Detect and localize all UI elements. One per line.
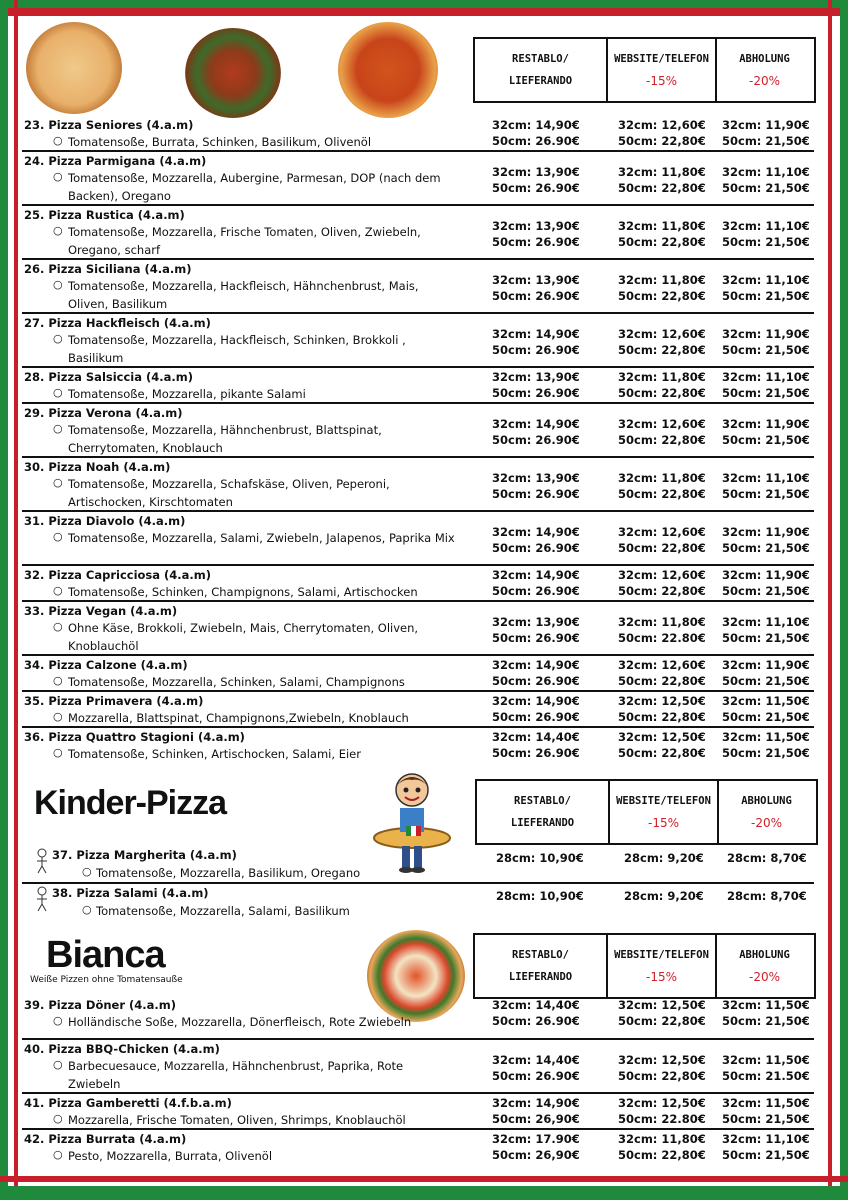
menu-item-name: 23. Pizza Seniores (4.a.m) <box>24 118 194 132</box>
pizza-photo-icon <box>26 22 122 114</box>
price-32cm: 32cm: 12,60€ <box>618 327 706 341</box>
header-col1-label: RESTABLO/ LIEFERANDO <box>510 795 575 829</box>
price-50cm: 50cm: 22,80€ <box>618 487 706 501</box>
price-website <box>618 1095 706 1127</box>
bullet-icon: ○ <box>53 476 63 489</box>
price-32cm: 32cm: 12,60€ <box>618 417 706 431</box>
price-50cm: 50cm: 22.80€ <box>618 631 706 645</box>
price-website <box>618 997 706 1029</box>
price-abholung <box>722 272 810 304</box>
price-50cm: 50cm: 26.90€ <box>492 1069 580 1083</box>
price-32cm: 32cm: 13,90€ <box>492 219 580 233</box>
price-32cm: 32cm: 12,50€ <box>618 1053 706 1067</box>
price-website <box>618 1052 706 1084</box>
bullet-icon: ○ <box>53 278 63 291</box>
header-abholung <box>719 781 814 843</box>
price-50cm: 50cm: 21,50€ <box>722 487 810 501</box>
menu-item-description: Mozzarella, Frische Tomaten, Oliven, Shrimps, Knoblauchöl <box>68 1113 406 1127</box>
price-50cm: 50cm: 22,80€ <box>618 343 706 357</box>
menu-item-description: Tomatensoße, Burrata, Schinken, Basilikum, Olivenöl <box>68 135 372 149</box>
header-abholung <box>717 39 812 101</box>
bullet-icon: ○ <box>53 1014 63 1027</box>
price-50cm: 50cm: 26.90€ <box>492 1014 580 1028</box>
price-32cm: 32cm: 14,90€ <box>492 1096 580 1110</box>
price-50cm: 50cm: 22,80€ <box>618 541 706 555</box>
menu-item-name: 36. Pizza Quattro Stagioni (4.a.m) <box>24 730 245 744</box>
price-restablo <box>492 1095 580 1127</box>
bullet-icon: ○ <box>53 710 63 723</box>
pizza-photo-icon <box>185 28 281 118</box>
header-discount-20: -20% <box>748 970 780 984</box>
menu-item-name: 42. Pizza Burrata (4.a.m) <box>24 1132 187 1146</box>
menu-item-description: Barbecuesauce, Mozzarella, Hähnchenbrust, Paprika, Rote Zwiebeln <box>68 1059 404 1091</box>
price-abholung <box>722 369 810 401</box>
price-32cm: 32cm: 14,90€ <box>492 417 580 431</box>
menu-item-name: 27. Pizza Hackfleisch (4.a.m) <box>24 316 211 330</box>
header-col2-label: WEBSITE/TELEFON <box>614 949 709 961</box>
price-32cm: 32cm: 11,90€ <box>722 327 810 341</box>
menu-item-name: 31. Pizza Diavolo (4.a.m) <box>24 514 186 528</box>
header-website <box>610 781 719 843</box>
price-50cm: 50cm: 26.90€ <box>492 181 580 195</box>
header-website <box>608 935 717 997</box>
child-figure-icon <box>34 886 50 912</box>
price-32cm: 32cm: 11,80€ <box>618 370 706 384</box>
price-website <box>618 729 706 761</box>
price-abholung <box>722 567 810 599</box>
pizza-photo-icon <box>338 22 438 118</box>
menu-item-row <box>20 206 814 260</box>
price-32cm: 32cm: 12,50€ <box>618 694 706 708</box>
price-50cm: 50cm: 21,50€ <box>722 134 810 148</box>
menu-item-name: 34. Pizza Calzone (4.a.m) <box>24 658 188 672</box>
price-50cm: 50cm: 21,50€ <box>722 710 810 724</box>
header-col1-label: RESTABLO/ LIEFERANDO <box>508 949 573 983</box>
menu-item-name: 33. Pizza Vegan (4.a.m) <box>24 604 178 618</box>
price-website <box>618 369 706 401</box>
menu-item-row <box>20 1040 814 1094</box>
bullet-icon: ○ <box>82 865 92 878</box>
kinder-price-header <box>475 779 818 845</box>
header-discount-20: -20% <box>748 74 780 88</box>
menu-item-name: 30. Pizza Noah (4.a.m) <box>24 460 171 474</box>
menu-item-description: Holländische Soße, Mozzarella, Dönerfleisch, Rote Zwiebeln <box>68 1015 412 1029</box>
price-50cm: 50cm: 26.90€ <box>492 746 580 760</box>
price-32cm: 32cm: 12,60€ <box>618 658 706 672</box>
bottom-red-bar <box>0 1176 848 1182</box>
price-50cm: 50cm: 22,80€ <box>618 181 706 195</box>
price-50cm: 50cm: 22,80€ <box>618 386 706 400</box>
price-50cm: 50cm: 21.50€ <box>722 1069 810 1083</box>
bullet-icon: ○ <box>53 422 63 435</box>
menu-item-name: 39. Pizza Döner (4.a.m) <box>24 998 176 1012</box>
bottom-green-bar <box>0 1186 848 1200</box>
price-restablo <box>492 326 580 358</box>
menu-item-description: Tomatensoße, Mozzarella, Hähnchenbrust, Blattspinat, Cherrytomaten, Knoblauch <box>68 423 382 455</box>
price-50cm: 50cm: 22,80€ <box>618 433 706 447</box>
price-website <box>618 164 706 196</box>
price-abholung: 28cm: 8,70€ <box>727 851 807 865</box>
menu-item-row <box>20 846 814 884</box>
menu-item-row <box>20 1094 814 1130</box>
menu-item-row <box>20 314 814 368</box>
price-32cm: 32cm: 11,80€ <box>618 219 706 233</box>
price-50cm: 50cm: 21,50€ <box>722 674 810 688</box>
bullet-icon: ○ <box>53 620 63 633</box>
menu-item-name: 29. Pizza Verona (4.a.m) <box>24 406 183 420</box>
price-50cm: 50cm: 22.80€ <box>618 1112 706 1126</box>
price-32cm: 32cm: 14,40€ <box>492 1053 580 1067</box>
price-abholung <box>722 524 810 556</box>
price-50cm: 50cm: 21,50€ <box>722 343 810 357</box>
menu-item-row <box>20 884 814 920</box>
price-abholung <box>722 614 810 646</box>
price-restablo <box>492 729 580 761</box>
price-50cm: 50cm: 21,50€ <box>722 1014 810 1028</box>
price-abholung <box>722 693 810 725</box>
price-restablo <box>492 470 580 502</box>
top-green-bar <box>0 0 848 8</box>
menu-item-description: Ohne Käse, Brokkoli, Zwiebeln, Mais, Cherrytomaten, Oliven, Knoblauchöl <box>68 621 419 653</box>
menu-item-row <box>20 1130 814 1170</box>
price-50cm: 50cm: 26.90€ <box>492 584 580 598</box>
menu-item-description: Tomatensoße, Mozzarella, Hackfleisch, Schinken, Brokkoli , Basilikum <box>68 333 406 365</box>
menu-item-description: Pesto, Mozzarella, Burrata, Olivenöl <box>68 1149 273 1163</box>
price-50cm: 50cm: 26.90€ <box>492 674 580 688</box>
bullet-icon: ○ <box>53 1058 63 1071</box>
menu-item-description: Tomatensoße, Schinken, Champignons, Salami, Artischocken <box>68 585 418 599</box>
price-50cm: 50cm: 26.90€ <box>492 487 580 501</box>
price-32cm: 32cm: 11,80€ <box>618 273 706 287</box>
menu-item-row <box>20 566 814 602</box>
price-restablo <box>492 272 580 304</box>
price-32cm: 32cm: 11,50€ <box>722 730 810 744</box>
price-32cm: 32cm: 12,50€ <box>618 730 706 744</box>
price-32cm: 32cm: 11,10€ <box>722 273 810 287</box>
menu-item-name: 24. Pizza Parmigana (4.a.m) <box>24 154 207 168</box>
menu-item-description: Tomatensoße, Mozzarella, Hackfleisch, Hähnchenbrust, Mais, Oliven, Basilikum <box>68 279 419 311</box>
price-32cm: 32cm: 14,90€ <box>492 118 580 132</box>
bullet-icon: ○ <box>82 903 92 916</box>
price-website <box>618 657 706 689</box>
bullet-icon: ○ <box>53 584 63 597</box>
price-50cm: 50cm: 26.90€ <box>492 710 580 724</box>
price-50cm: 50cm: 26.90€ <box>492 289 580 303</box>
price-abholung <box>722 1131 810 1163</box>
price-50cm: 50cm: 22,80€ <box>618 1069 706 1083</box>
right-red-border <box>828 0 832 1200</box>
bullet-icon: ○ <box>53 170 63 183</box>
menu-item-description: Tomatensoße, Mozzarella, Aubergine, Parmesan, DOP (nach dem Backen), Oregano <box>68 171 441 203</box>
bullet-icon: ○ <box>53 674 63 687</box>
price-restablo <box>492 693 580 725</box>
price-32cm: 32cm: 12,50€ <box>618 998 706 1012</box>
bianca-title: Bianca <box>46 934 165 976</box>
bullet-icon: ○ <box>53 386 63 399</box>
menu-item-row <box>20 404 814 458</box>
header-discount-15: -15% <box>645 74 677 88</box>
price-32cm: 32cm: 14,90€ <box>492 525 580 539</box>
price-50cm: 50cm: 22,80€ <box>618 1014 706 1028</box>
price-50cm: 50cm: 21,50€ <box>722 386 810 400</box>
price-50cm: 50cm: 21,50€ <box>722 289 810 303</box>
bullet-icon: ○ <box>53 746 63 759</box>
price-50cm: 50cm: 21,50€ <box>722 541 810 555</box>
bullet-icon: ○ <box>53 224 63 237</box>
price-32cm: 32cm: 11,10€ <box>722 219 810 233</box>
price-50cm: 50cm: 26.90€ <box>492 235 580 249</box>
price-restablo <box>492 1131 580 1163</box>
menu-item-name: 41. Pizza Gamberetti (4.f.b.a.m) <box>24 1096 232 1110</box>
menu-item-row <box>20 260 814 314</box>
price-restablo <box>492 524 580 556</box>
menu-item-row <box>20 692 814 728</box>
price-32cm: 32cm: 11,50€ <box>722 998 810 1012</box>
price-50cm: 50cm: 21,50€ <box>722 433 810 447</box>
header-restablo <box>477 781 610 843</box>
price-restablo <box>492 614 580 646</box>
right-green-border <box>840 0 848 1200</box>
header-restablo <box>475 39 608 101</box>
price-32cm: 32cm: 11,90€ <box>722 525 810 539</box>
menu-item-description: Tomatensoße, Mozzarella, Salami, Zwiebeln, Jalapenos, Paprika Mix <box>68 531 455 545</box>
price-website <box>618 693 706 725</box>
menu-item-row <box>20 152 814 206</box>
price-32cm: 32cm: 13,90€ <box>492 273 580 287</box>
bullet-icon: ○ <box>53 332 63 345</box>
price-restablo <box>492 1052 580 1084</box>
price-50cm: 50cm: 26,90€ <box>492 1112 580 1126</box>
top-red-bar <box>0 8 848 16</box>
price-50cm: 50cm: 26.90€ <box>492 631 580 645</box>
price-32cm: 32cm: 14,90€ <box>492 568 580 582</box>
bianca-subtitle: Weiße Pizzen ohne Tomatensauße <box>30 975 183 985</box>
price-website <box>618 1131 706 1163</box>
price-abholung <box>722 326 810 358</box>
price-50cm: 50cm: 22,80€ <box>618 674 706 688</box>
price-50cm: 50cm: 22,80€ <box>618 746 706 760</box>
price-32cm: 32cm: 17.90€ <box>492 1132 580 1146</box>
price-restablo: 28cm: 10,90€ <box>496 889 584 903</box>
price-32cm: 32cm: 11,10€ <box>722 471 810 485</box>
menu-item-description: Tomatensoße, Mozzarella, Salami, Basilikum <box>96 904 350 918</box>
bullet-icon: ○ <box>53 1148 63 1161</box>
price-website: 28cm: 9,20€ <box>624 851 704 865</box>
bullet-icon: ○ <box>53 1112 63 1125</box>
price-32cm: 32cm: 12,60€ <box>618 568 706 582</box>
kinder-title: Kinder-Pizza <box>34 784 227 822</box>
price-website <box>618 567 706 599</box>
menu-item-description: Tomatensoße, Mozzarella, Schafskäse, Oliven, Peperoni, Artischocken, Kirschtomaten <box>68 477 390 509</box>
menu-item-row <box>20 116 814 152</box>
price-50cm: 50cm: 26.90€ <box>492 433 580 447</box>
menu-item-description: Tomatensoße, Mozzarella, Schinken, Salami, Champignons <box>68 675 405 689</box>
menu-item-name: 35. Pizza Primavera (4.a.m) <box>24 694 204 708</box>
price-32cm: 32cm: 12,60€ <box>618 118 706 132</box>
price-32cm: 32cm: 11,50€ <box>722 1096 810 1110</box>
price-32cm: 32cm: 13,90€ <box>492 471 580 485</box>
price-32cm: 32cm: 11,90€ <box>722 417 810 431</box>
left-red-border <box>14 0 18 1200</box>
menu-item-description: Tomatensoße, Schinken, Artischocken, Salami, Eier <box>68 747 361 761</box>
header-discount-15: -15% <box>647 816 679 830</box>
menu-item-name: 25. Pizza Rustica (4.a.m) <box>24 208 185 222</box>
price-50cm: 50cm: 26.90€ <box>492 134 580 148</box>
price-website <box>618 416 706 448</box>
price-restablo <box>492 657 580 689</box>
price-50cm: 50cm: 21,50€ <box>722 631 810 645</box>
price-32cm: 32cm: 11,80€ <box>618 1132 706 1146</box>
header-website <box>608 39 717 101</box>
price-32cm: 32cm: 11,90€ <box>722 568 810 582</box>
menu-item-name: 38. Pizza Salami (4.a.m) <box>52 886 209 900</box>
child-figure-icon <box>34 848 50 874</box>
price-website <box>618 272 706 304</box>
menu-item-name: 37. Pizza Margherita (4.a.m) <box>52 848 237 862</box>
price-32cm: 32cm: 13,90€ <box>492 615 580 629</box>
header-col3-label: ABHOLUNG <box>739 949 790 961</box>
menu-item-row <box>20 602 814 656</box>
price-website: 28cm: 9,20€ <box>624 889 704 903</box>
price-50cm: 50cm: 26.90€ <box>492 541 580 555</box>
menu-item-row <box>20 368 814 404</box>
price-50cm: 50cm: 21,50€ <box>722 181 810 195</box>
price-32cm: 32cm: 11,80€ <box>618 471 706 485</box>
price-50cm: 50cm: 26.90€ <box>492 386 580 400</box>
price-50cm: 50cm: 22,80€ <box>618 710 706 724</box>
price-32cm: 32cm: 11,10€ <box>722 1132 810 1146</box>
price-32cm: 32cm: 14,40€ <box>492 730 580 744</box>
price-32cm: 32cm: 11,10€ <box>722 370 810 384</box>
price-abholung <box>722 1052 810 1084</box>
price-abholung <box>722 997 810 1029</box>
price-abholung <box>722 416 810 448</box>
header-col3-label: ABHOLUNG <box>741 795 792 807</box>
price-abholung: 28cm: 8,70€ <box>727 889 807 903</box>
menu-item-name: 40. Pizza BBQ-Chicken (4.a.m) <box>24 1042 220 1056</box>
price-abholung <box>722 117 810 149</box>
price-32cm: 32cm: 13,90€ <box>492 165 580 179</box>
price-50cm: 50cm: 22,80€ <box>618 1148 706 1162</box>
price-50cm: 50cm: 22,80€ <box>618 235 706 249</box>
price-32cm: 32cm: 11,50€ <box>722 1053 810 1067</box>
menu-item-row <box>20 458 814 512</box>
price-50cm: 50cm: 22,80€ <box>618 289 706 303</box>
header-col3-label: ABHOLUNG <box>739 53 790 65</box>
price-32cm: 32cm: 11,10€ <box>722 165 810 179</box>
price-50cm: 50cm: 21,50€ <box>722 235 810 249</box>
price-abholung <box>722 218 810 250</box>
price-abholung <box>722 729 810 761</box>
price-32cm: 32cm: 12,50€ <box>618 1096 706 1110</box>
price-32cm: 32cm: 11,90€ <box>722 658 810 672</box>
menu-item-name: 28. Pizza Salsiccia (4.a.m) <box>24 370 194 384</box>
price-website <box>618 326 706 358</box>
header-col2-label: WEBSITE/TELEFON <box>616 795 711 807</box>
menu-item-description: Tomatensoße, Mozzarella, pikante Salami <box>68 387 306 401</box>
price-abholung <box>722 1095 810 1127</box>
price-50cm: 50cm: 22,80€ <box>618 134 706 148</box>
price-32cm: 32cm: 14,90€ <box>492 327 580 341</box>
price-website <box>618 470 706 502</box>
bianca-price-header <box>473 933 816 999</box>
menu-item-row <box>20 728 814 766</box>
price-restablo <box>492 218 580 250</box>
price-restablo <box>492 117 580 149</box>
price-website <box>618 117 706 149</box>
price-32cm: 32cm: 11,50€ <box>722 694 810 708</box>
price-32cm: 32cm: 12,60€ <box>618 525 706 539</box>
price-50cm: 50cm: 21,50€ <box>722 584 810 598</box>
menu-item-row <box>20 996 814 1040</box>
price-32cm: 32cm: 14,90€ <box>492 694 580 708</box>
price-32cm: 32cm: 11,10€ <box>722 615 810 629</box>
bullet-icon: ○ <box>53 134 63 147</box>
price-website <box>618 524 706 556</box>
price-50cm: 50cm: 21,50€ <box>722 1112 810 1126</box>
price-restablo: 28cm: 10,90€ <box>496 851 584 865</box>
header-discount-20: -20% <box>750 816 782 830</box>
price-32cm: 32cm: 11,80€ <box>618 615 706 629</box>
price-header <box>473 37 816 103</box>
menu-item-description: Tomatensoße, Mozzarella, Frische Tomaten, Oliven, Zwiebeln, Oregano, scharf <box>68 225 421 257</box>
price-50cm: 50cm: 22,80€ <box>618 584 706 598</box>
price-restablo <box>492 997 580 1029</box>
menu-item-description: Mozzarella, Blattspinat, Champignons,Zwiebeln, Knoblauch <box>68 711 409 725</box>
price-website <box>618 218 706 250</box>
price-restablo <box>492 567 580 599</box>
menu-item-row <box>20 656 814 692</box>
menu-item-row <box>20 512 814 566</box>
price-32cm: 32cm: 11,90€ <box>722 118 810 132</box>
price-abholung <box>722 164 810 196</box>
price-50cm: 50cm: 26,90€ <box>492 1148 580 1162</box>
price-32cm: 32cm: 13,90€ <box>492 370 580 384</box>
price-50cm: 50cm: 21,50€ <box>722 746 810 760</box>
bullet-icon: ○ <box>53 530 63 543</box>
header-abholung <box>717 935 812 997</box>
menu-item-description: Tomatensoße, Mozzarella, Basilikum, Oregano <box>96 866 361 880</box>
menu-item-name: 26. Pizza Siciliana (4.a.m) <box>24 262 192 276</box>
price-website <box>618 614 706 646</box>
left-green-border <box>0 0 8 1200</box>
price-restablo <box>492 164 580 196</box>
price-32cm: 32cm: 14,90€ <box>492 658 580 672</box>
price-restablo <box>492 416 580 448</box>
price-50cm: 50cm: 21,50€ <box>722 1148 810 1162</box>
price-32cm: 32cm: 14,40€ <box>492 998 580 1012</box>
menu-item-name: 32. Pizza Capricciosa (4.a.m) <box>24 568 212 582</box>
price-abholung <box>722 470 810 502</box>
header-discount-15: -15% <box>645 970 677 984</box>
header-restablo <box>475 935 608 997</box>
price-50cm: 50cm: 26.90€ <box>492 343 580 357</box>
header-col1-label: RESTABLO/ LIEFERANDO <box>508 53 573 87</box>
price-abholung <box>722 657 810 689</box>
header-col2-label: WEBSITE/TELEFON <box>614 53 709 65</box>
price-restablo <box>492 369 580 401</box>
price-32cm: 32cm: 11,80€ <box>618 165 706 179</box>
